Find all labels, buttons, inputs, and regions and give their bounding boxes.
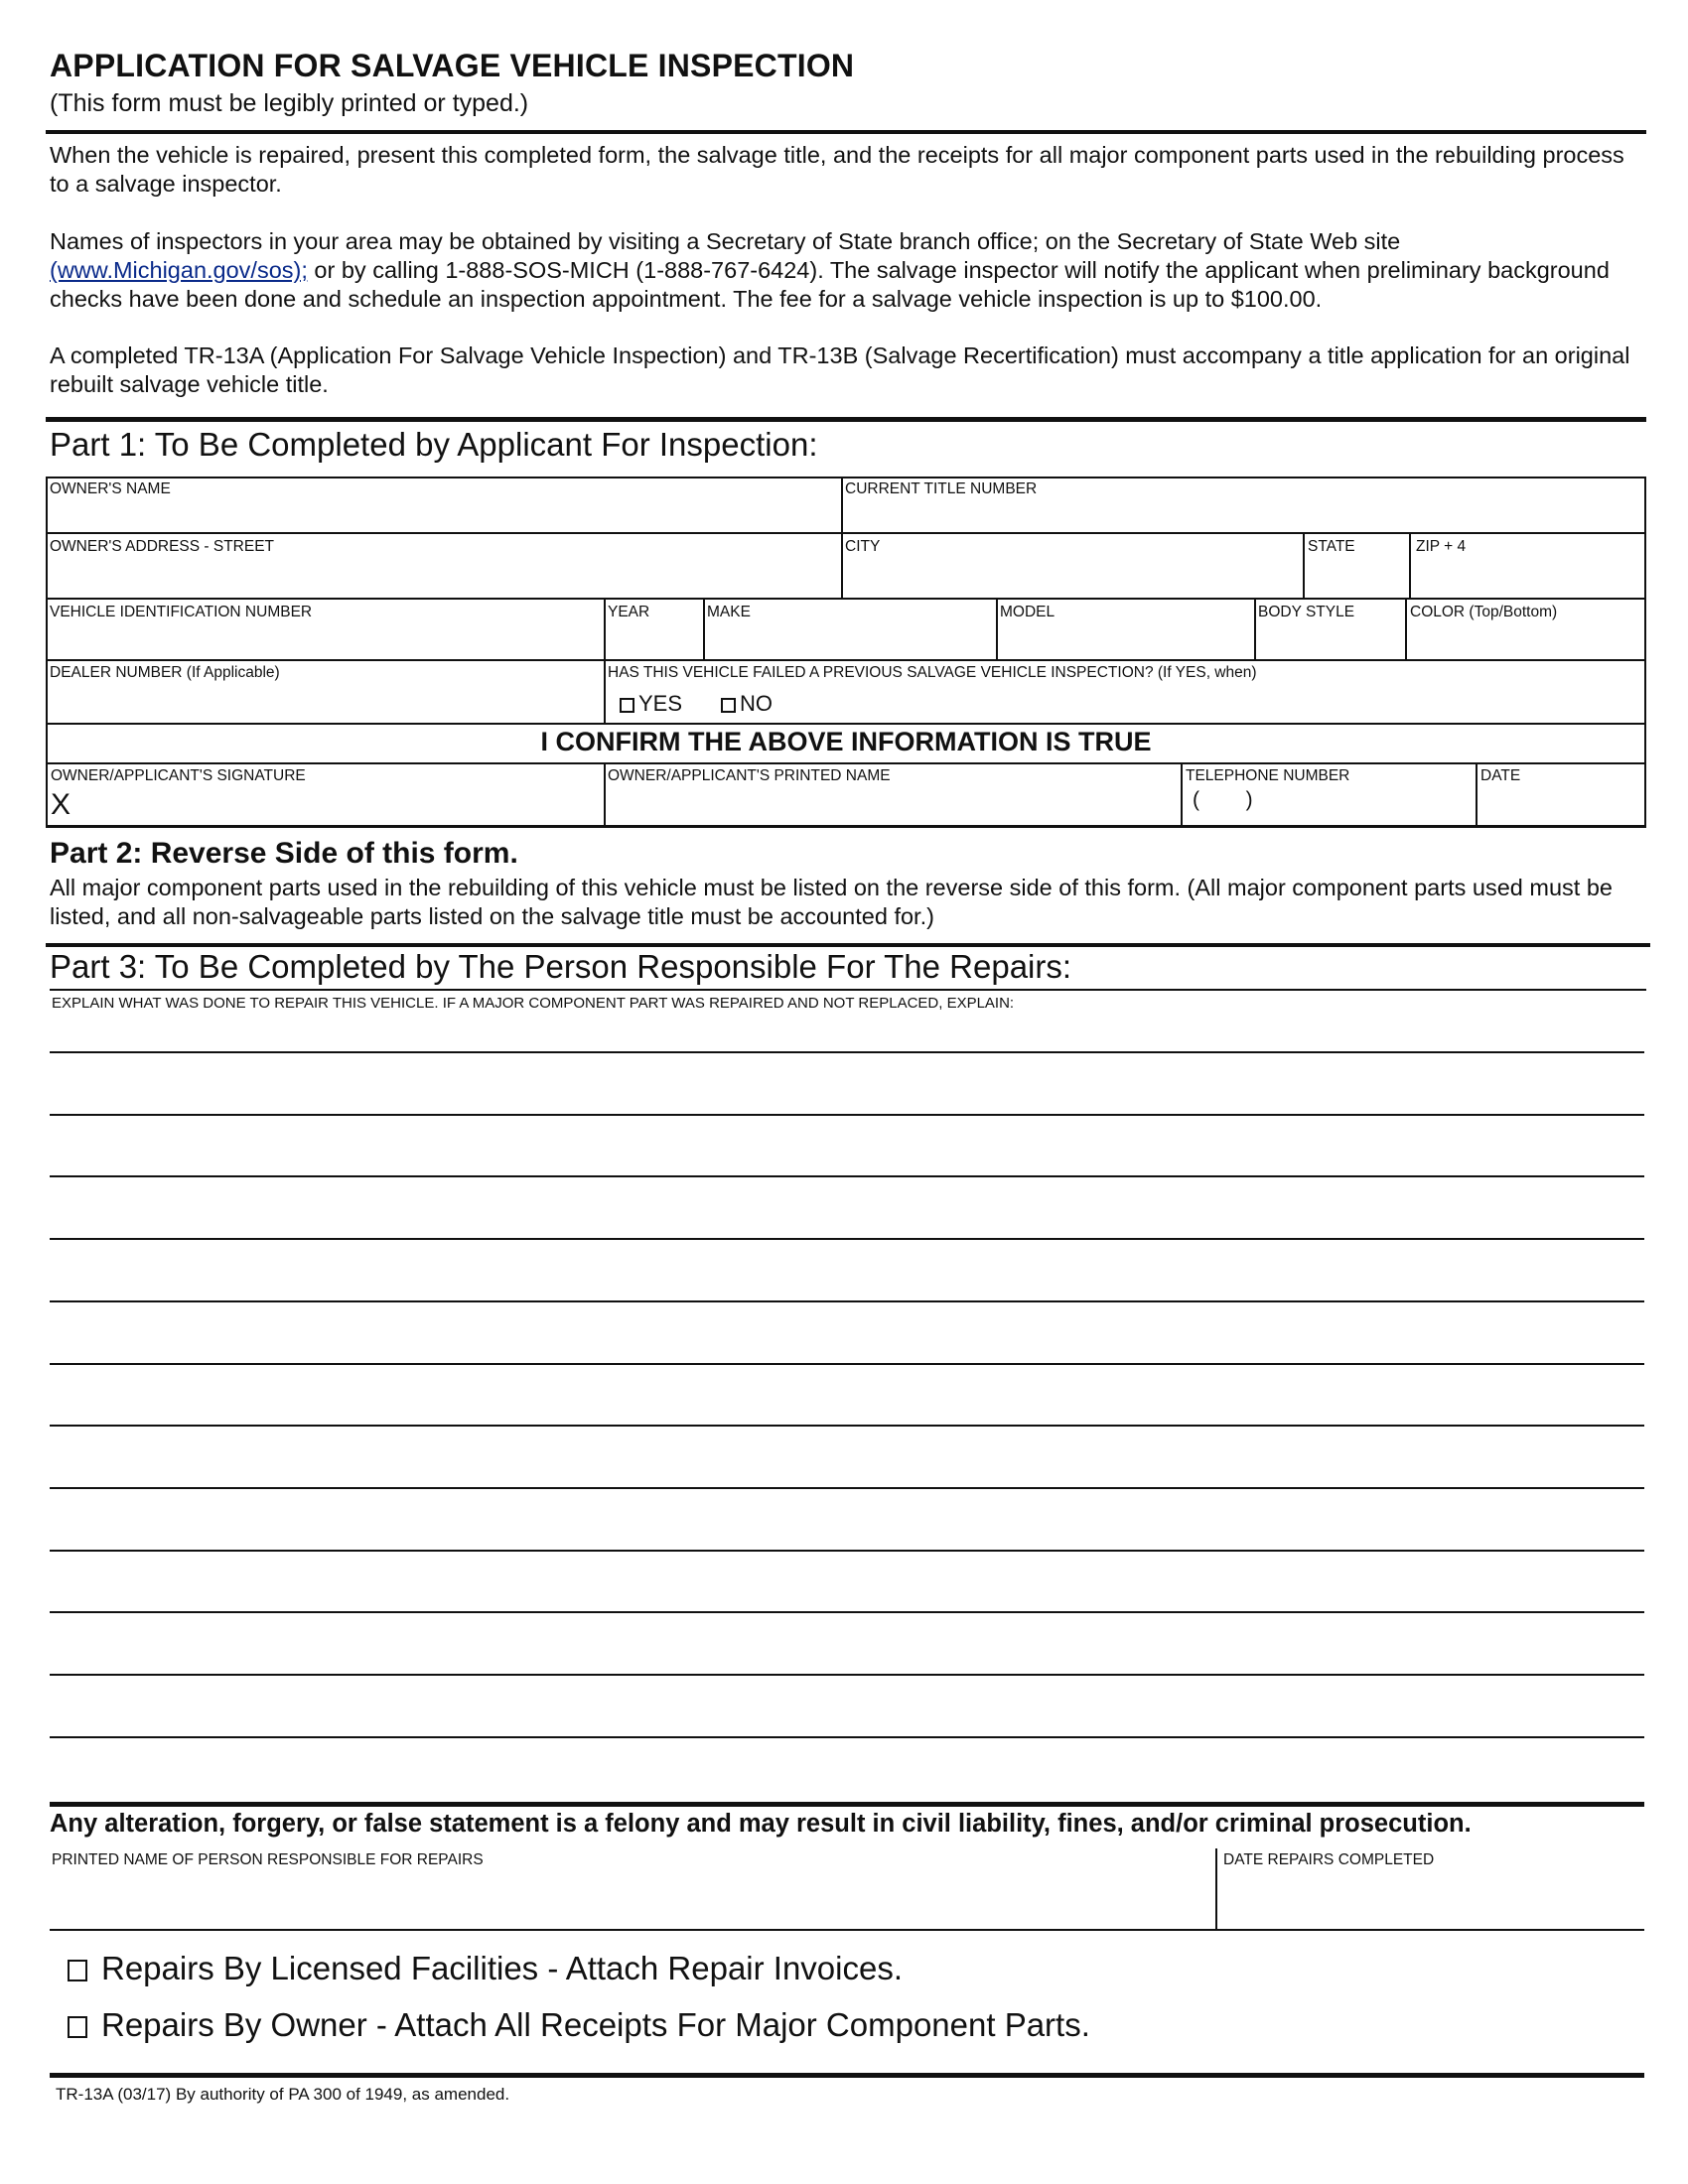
form-subtitle: (This form must be legibly printed or typed.)	[50, 89, 529, 117]
writing-line[interactable]	[50, 1051, 1644, 1053]
body-style-field[interactable]	[1254, 598, 1407, 661]
color-label: COLOR (Top/Bottom)	[1410, 604, 1558, 620]
part3-heading: Part 3: To Be Completed by The Person Responsible For The Repairs:	[50, 948, 1072, 985]
year-label: YEAR	[608, 604, 650, 620]
writing-line[interactable]	[50, 1114, 1644, 1116]
telephone-area-code: ( )	[1193, 788, 1253, 811]
intro-paragraph-3: A completed TR-13A (Application For Salvage Vehicle Inspection) and TR-13B (Salvage Recertification) must accompany a title application for an original rebuilt salvage vehicle title.	[50, 342, 1630, 397]
current-title-number-field[interactable]	[841, 477, 1646, 534]
licensed-facilities-label: Repairs By Licensed Facilities - Attach Repair Invoices.	[101, 1950, 904, 1986]
printed-name-field[interactable]	[604, 762, 1183, 828]
confirm-statement: I CONFIRM THE ABOVE INFORMATION IS TRUE	[540, 727, 1152, 756]
licensed-facilities-checkbox[interactable]	[68, 1960, 87, 1981]
form-footer: TR-13A (03/17) By authority of PA 300 of 1949, as amended.	[56, 2085, 510, 2104]
writing-line[interactable]	[50, 1175, 1644, 1177]
no-option[interactable]	[721, 691, 773, 717]
make-label: MAKE	[707, 604, 751, 620]
warning-divider	[50, 1802, 1644, 1807]
yes-checkbox[interactable]	[620, 698, 634, 713]
writing-line[interactable]	[50, 1238, 1644, 1240]
writing-line[interactable]	[50, 1736, 1644, 1738]
repairs-by-owner-checkbox[interactable]	[68, 2016, 87, 2038]
intro-paragraph-1: When the vehicle is repaired, present this completed form, the salvage title, and the receipts for all major component parts used in the rebuilding process to a salvage inspector.	[50, 142, 1624, 197]
zip-label: ZIP + 4	[1416, 538, 1467, 555]
writing-line[interactable]	[50, 1611, 1644, 1613]
failed-inspection-field	[604, 659, 1646, 725]
state-field[interactable]	[1303, 532, 1411, 600]
felony-warning: Any alteration, forgery, or false statement is a felony and may result in civil liability, fines, and/or criminal prosecution.	[50, 1810, 1472, 1838]
dealer-number-label: DEALER NUMBER (If Applicable)	[50, 664, 280, 681]
city-field[interactable]	[841, 532, 1305, 600]
writing-line[interactable]	[50, 1550, 1644, 1552]
printed-name-label: OWNER/APPLICANT'S PRINTED NAME	[608, 767, 891, 784]
owners-name-field[interactable]	[46, 477, 843, 534]
intro-paragraph-2	[50, 227, 1648, 314]
repairs-by-owner-label: Repairs By Owner - Attach All Receipts For Major Component Parts.	[101, 2006, 1090, 2043]
part2-heading: Part 2: Reverse Side of this form.	[50, 837, 518, 870]
vin-label: VEHICLE IDENTIFICATION NUMBER	[50, 604, 313, 620]
owners-name-label: OWNER'S NAME	[50, 480, 171, 497]
color-field[interactable]	[1405, 598, 1646, 661]
signature-mark: X	[51, 788, 71, 821]
writing-line[interactable]	[50, 1425, 1644, 1427]
part3-underline	[50, 989, 1646, 991]
yes-label: YES	[638, 691, 683, 716]
date-repairs-completed-field[interactable]	[1217, 1848, 1644, 1930]
signature-field[interactable]	[46, 762, 606, 828]
sos-website-link[interactable]: (www.Michigan.gov/sos);	[50, 257, 308, 283]
date-label: DATE	[1480, 767, 1521, 784]
vin-field[interactable]	[46, 598, 606, 661]
part1-divider	[46, 417, 1646, 422]
licensed-facilities-option[interactable]	[68, 1950, 903, 1987]
repairer-printed-name-label: PRINTED NAME OF PERSON RESPONSIBLE FOR REPAIRS	[52, 1851, 484, 1868]
header-divider	[46, 130, 1646, 134]
intro-paragraph-2-start: Names of inspectors in your area may be obtained by visiting a Secretary of State branch office; on the Secretary of State Web site	[50, 228, 1401, 254]
year-field[interactable]	[604, 598, 705, 661]
no-label: NO	[740, 691, 773, 716]
model-field[interactable]	[996, 598, 1256, 661]
form-title: APPLICATION FOR SALVAGE VEHICLE INSPECTION	[50, 48, 855, 83]
part2-text: All major component parts used in the rebuilding of this vehicle must be listed on the reverse side of this form. (All major component parts used must be listed, and all non-salvageable parts listed on the salvage title must be accounted for.)	[50, 875, 1613, 929]
writing-line[interactable]	[50, 1487, 1644, 1489]
repairer-printed-name-field[interactable]	[50, 1848, 1217, 1930]
body-style-label: BODY STYLE	[1258, 604, 1355, 620]
telephone-field[interactable]	[1181, 762, 1477, 828]
dealer-number-field[interactable]	[46, 659, 606, 725]
yes-option[interactable]	[620, 691, 682, 717]
repairs-by-owner-option[interactable]	[68, 2006, 1090, 2044]
repair-explanation-label: EXPLAIN WHAT WAS DONE TO REPAIR THIS VEHICLE. IF A MAJOR COMPONENT PART WAS REPAIRED AND NOT REPLACED, EXPLAIN:	[52, 995, 1015, 1012]
failed-inspection-question: HAS THIS VEHICLE FAILED A PREVIOUS SALVAGE VEHICLE INSPECTION? (If YES, when)	[608, 664, 1257, 681]
footer-divider	[50, 2073, 1644, 2078]
intro-paragraph-2-end: or by calling 1-888-SOS-MICH (1-888-767-6424). The salvage inspector will notify the applicant when preliminary background checks have been done and schedule an inspection appointment. The fee for a salvage vehicle inspection is up to $100.00.	[50, 257, 1610, 312]
telephone-label: TELEPHONE NUMBER	[1186, 767, 1350, 784]
zip-field[interactable]	[1409, 532, 1646, 600]
owners-address-field[interactable]	[46, 532, 843, 600]
no-checkbox[interactable]	[721, 698, 736, 713]
writing-line[interactable]	[50, 1674, 1644, 1676]
city-label: CITY	[845, 538, 881, 555]
state-label: STATE	[1308, 538, 1355, 555]
date-repairs-completed-label: DATE REPAIRS COMPLETED	[1223, 1851, 1435, 1868]
current-title-number-label: CURRENT TITLE NUMBER	[845, 480, 1038, 497]
part1-heading: Part 1: To Be Completed by Applicant For Inspection:	[50, 426, 818, 463]
model-label: MODEL	[1000, 604, 1055, 620]
part3-divider	[46, 943, 1650, 947]
writing-line[interactable]	[50, 1363, 1644, 1365]
writing-line[interactable]	[50, 1300, 1644, 1302]
make-field[interactable]	[703, 598, 998, 661]
repairs-bottom-line	[50, 1929, 1644, 1931]
date-field[interactable]	[1476, 762, 1646, 828]
signature-label: OWNER/APPLICANT'S SIGNATURE	[51, 767, 306, 784]
owners-address-label: OWNER'S ADDRESS - STREET	[50, 538, 275, 555]
